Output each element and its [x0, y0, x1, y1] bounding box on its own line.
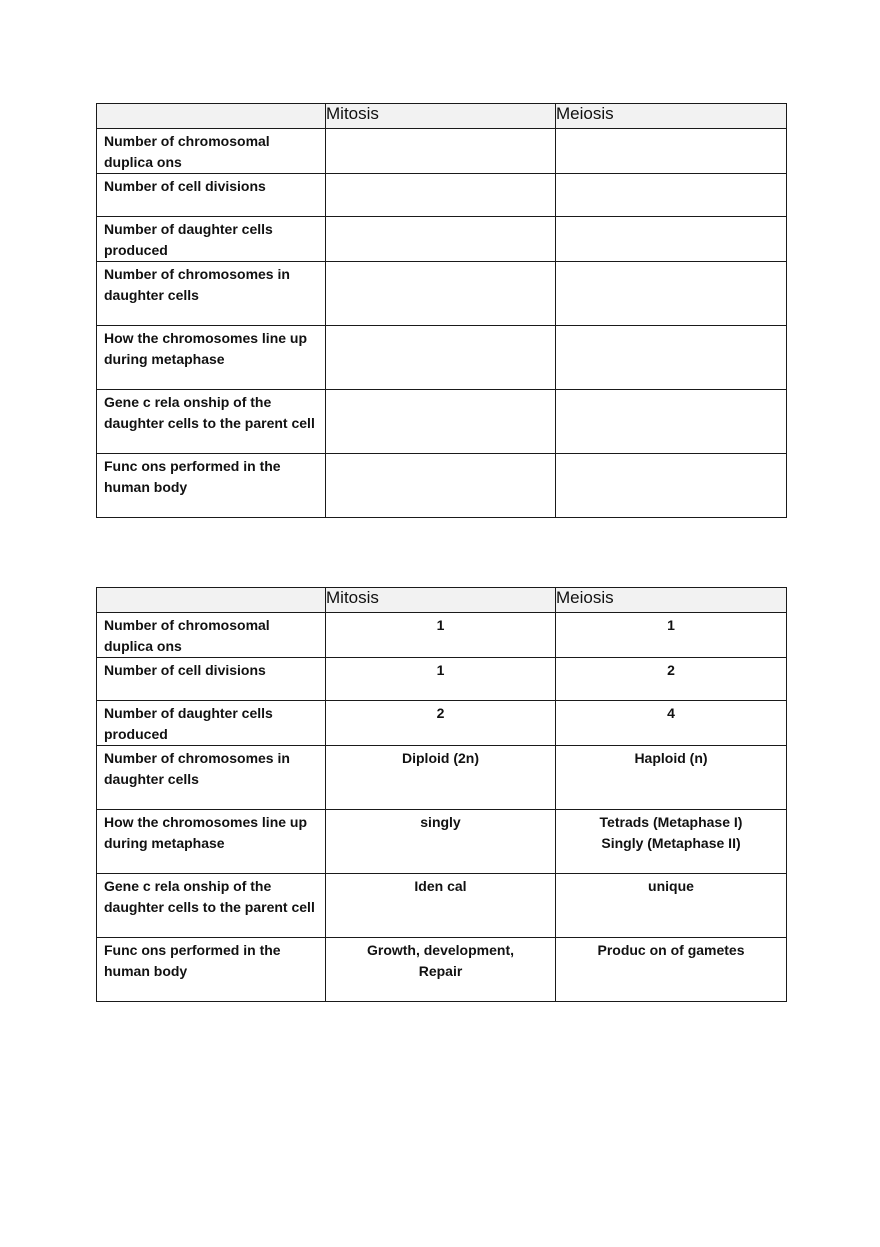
header-row [97, 588, 787, 613]
table-row [97, 746, 787, 810]
meiosis-answer: unique [556, 874, 787, 938]
table-row [97, 701, 787, 746]
row-label-chromosomal-duplications: Number of chromosomal duplica ons [97, 129, 326, 174]
row-label-daughter-cells: Number of daughter cells produced [97, 217, 326, 262]
mitosis-answer: 1 [326, 613, 556, 658]
meiosis-answer: Produc on of gametes [556, 938, 787, 1002]
meiosis-answer-cell [556, 174, 787, 217]
header-corner-cell [97, 588, 326, 613]
table-row [97, 613, 787, 658]
mitosis-answer-cell [326, 454, 556, 518]
mitosis-answer: 1 [326, 658, 556, 701]
row-label-chromosomal-duplications: Number of chromosomal duplica ons [97, 613, 326, 658]
header-meiosis: Meiosis [556, 104, 787, 129]
table-row [97, 262, 787, 326]
mitosis-answer-cell [326, 174, 556, 217]
header-mitosis: Mitosis [326, 104, 556, 129]
table-row [97, 874, 787, 938]
table-row [97, 938, 787, 1002]
table-row [97, 326, 787, 390]
row-label-daughter-cells: Number of daughter cells produced [97, 701, 326, 746]
meiosis-answer-cell [556, 390, 787, 454]
table-row [97, 454, 787, 518]
meiosis-answer: Haploid (n) [556, 746, 787, 810]
meiosis-answer-cell [556, 262, 787, 326]
filled-comparison-table [96, 587, 787, 1002]
table-row [97, 390, 787, 454]
meiosis-answer: 1 [556, 613, 787, 658]
mitosis-answer-cell [326, 390, 556, 454]
table-row [97, 174, 787, 217]
meiosis-answer-cell [556, 217, 787, 262]
header-corner-cell [97, 104, 326, 129]
row-label-chromosomes-in-daughter-cells: Number of chromosomes in daughter cells [97, 262, 326, 326]
mitosis-answer: 2 [326, 701, 556, 746]
blank-comparison-table [96, 103, 787, 518]
row-label-cell-divisions: Number of cell divisions [97, 174, 326, 217]
table-row [97, 129, 787, 174]
mitosis-answer-cell [326, 217, 556, 262]
row-label-metaphase-lineup: How the chromosomes line up during metaphase [97, 326, 326, 390]
row-label-cell-divisions: Number of cell divisions [97, 658, 326, 701]
mitosis-answer-cell [326, 129, 556, 174]
mitosis-answer: singly [326, 810, 556, 874]
row-label-genetic-relationship: Gene c rela onship of the daughter cells to the parent cell [97, 390, 326, 454]
meiosis-answer: 2 [556, 658, 787, 701]
table-row [97, 810, 787, 874]
row-label-genetic-relationship: Gene c rela onship of the daughter cells to the parent cell [97, 874, 326, 938]
meiosis-answer-cell [556, 326, 787, 390]
mitosis-answer-cell [326, 262, 556, 326]
table-row [97, 658, 787, 701]
header-row [97, 104, 787, 129]
mitosis-answer: Iden cal [326, 874, 556, 938]
meiosis-answer-cell [556, 454, 787, 518]
row-label-chromosomes-in-daughter-cells: Number of chromosomes in daughter cells [97, 746, 326, 810]
mitosis-answer: Diploid (2n) [326, 746, 556, 810]
row-label-functions: Func ons performed in the human body [97, 454, 326, 518]
row-label-functions: Func ons performed in the human body [97, 938, 326, 1002]
row-label-metaphase-lineup: How the chromosomes line up during metaphase [97, 810, 326, 874]
table-row [97, 217, 787, 262]
mitosis-answer: Growth, development, Repair [326, 938, 556, 1002]
mitosis-answer-cell [326, 326, 556, 390]
header-meiosis: Meiosis [556, 588, 787, 613]
header-mitosis: Mitosis [326, 588, 556, 613]
meiosis-answer: Tetrads (Metaphase I) Singly (Metaphase II) [556, 810, 787, 874]
meiosis-answer-cell [556, 129, 787, 174]
meiosis-answer: 4 [556, 701, 787, 746]
